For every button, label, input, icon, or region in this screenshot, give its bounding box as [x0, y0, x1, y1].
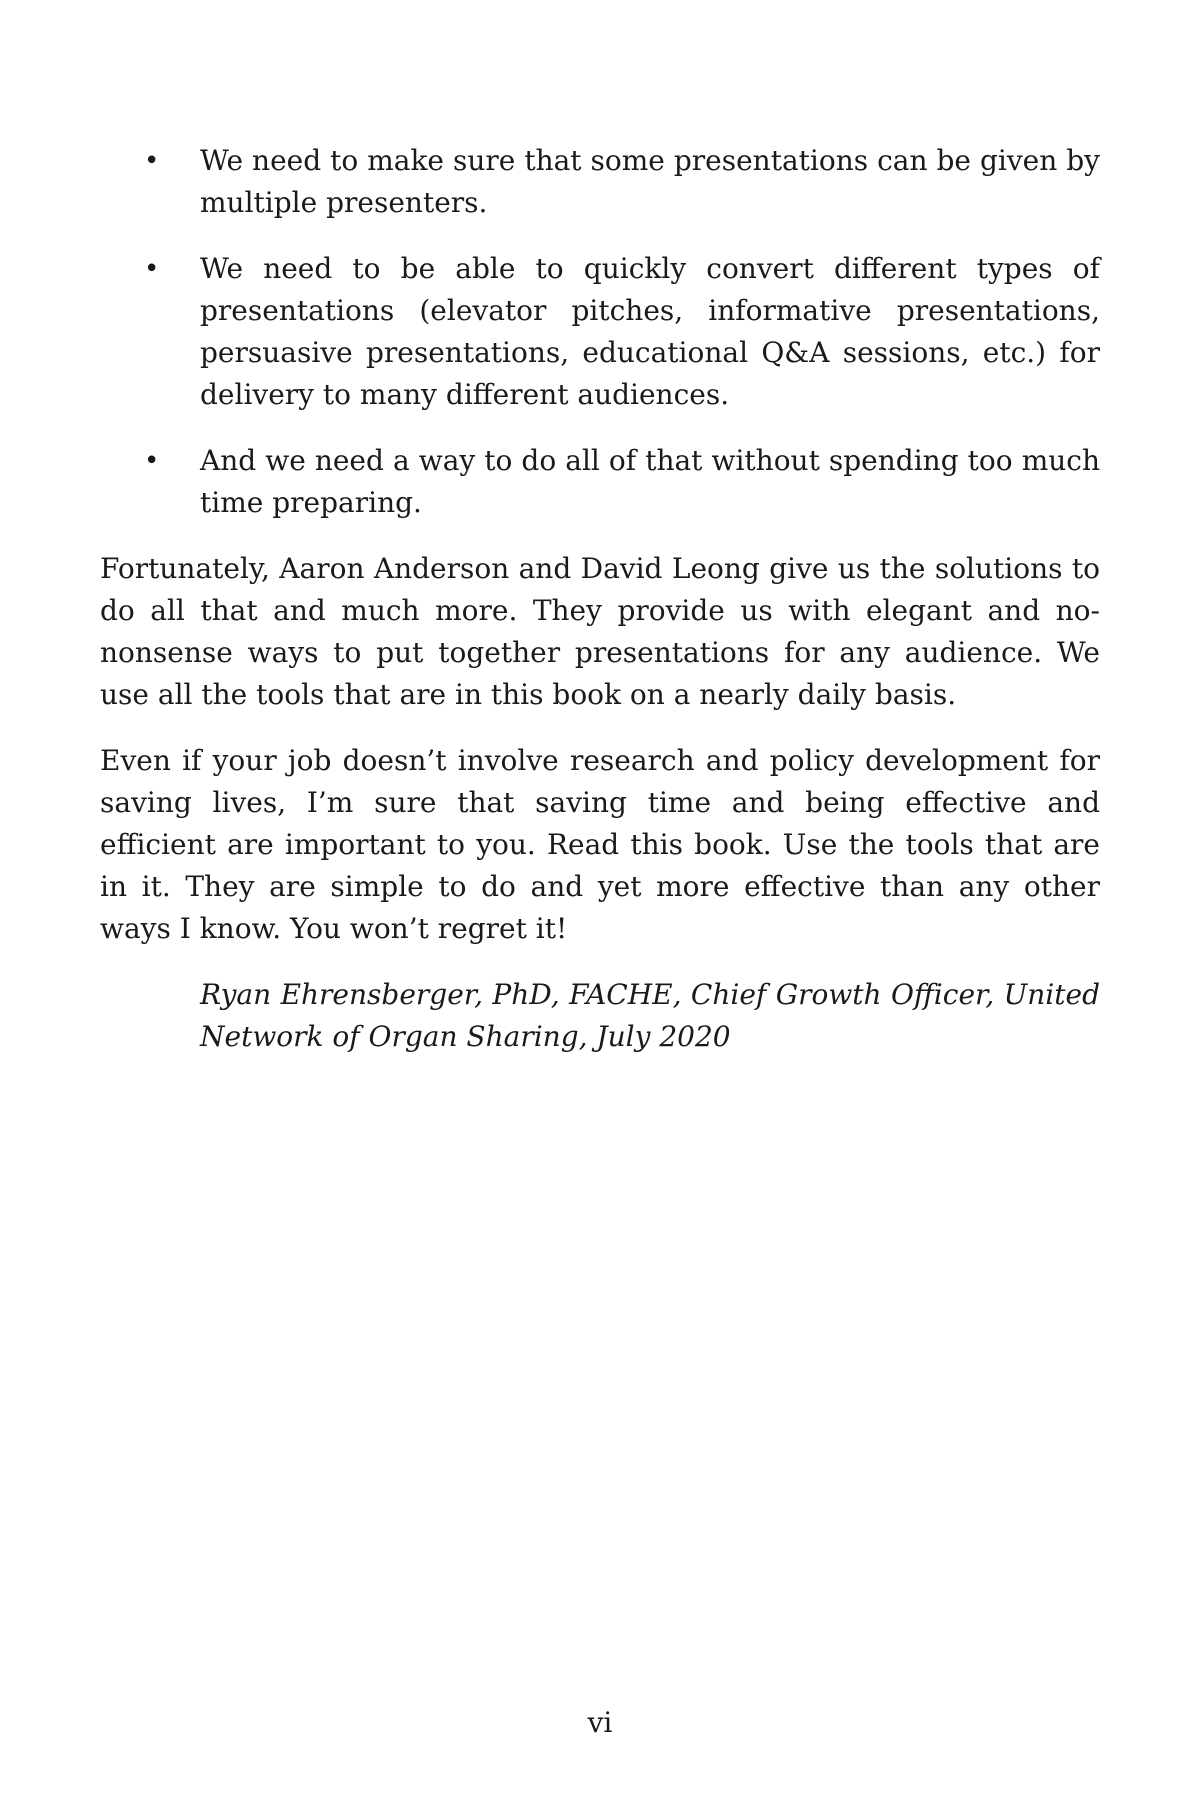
bullet-icon: • [144, 446, 160, 476]
bullet-text: And we need a way to do all of that without spending too much time preparing. [200, 444, 1100, 519]
bullet-item [100, 440, 1100, 524]
bullet-icon: • [144, 146, 160, 176]
bullet-list [100, 140, 1100, 524]
bullet-item [100, 140, 1100, 224]
body-paragraph: Fortunately, Aaron Anderson and David Leong give us the solutions to do all that and much more. They provide us with elegant and no-nonsense ways to put together presentations for any audience. We use all the tools that are in this book on a nearly daily basis. [100, 552, 1100, 711]
bullet-text: We need to make sure that some presentations can be given by multiple presenters. [200, 144, 1100, 219]
page-body [100, 140, 1100, 1058]
body-paragraph: Even if your job doesn’t involve research and policy development for saving lives, I’m sure that saving time and being effective and efficient are important to you. Read this book. Use the tools that are in it. They are simple to do and yet more effective than any other ways I know. You won’t regret it! [100, 744, 1100, 945]
signature-attribution: Ryan Ehrensberger, PhD, FACHE, Chief Growth Officer, United Network of Organ Sharing, July 2020 [200, 978, 1100, 1053]
bullet-icon: • [144, 254, 160, 284]
bullet-item [100, 248, 1100, 416]
page-number: vi [587, 1706, 613, 1739]
bullet-text: We need to be able to quickly convert different types of presentations (elevator pitches, informative presentations, persuasive presentations, educational Q&A sessions, etc.) for delivery to many different audiences. [200, 252, 1100, 411]
